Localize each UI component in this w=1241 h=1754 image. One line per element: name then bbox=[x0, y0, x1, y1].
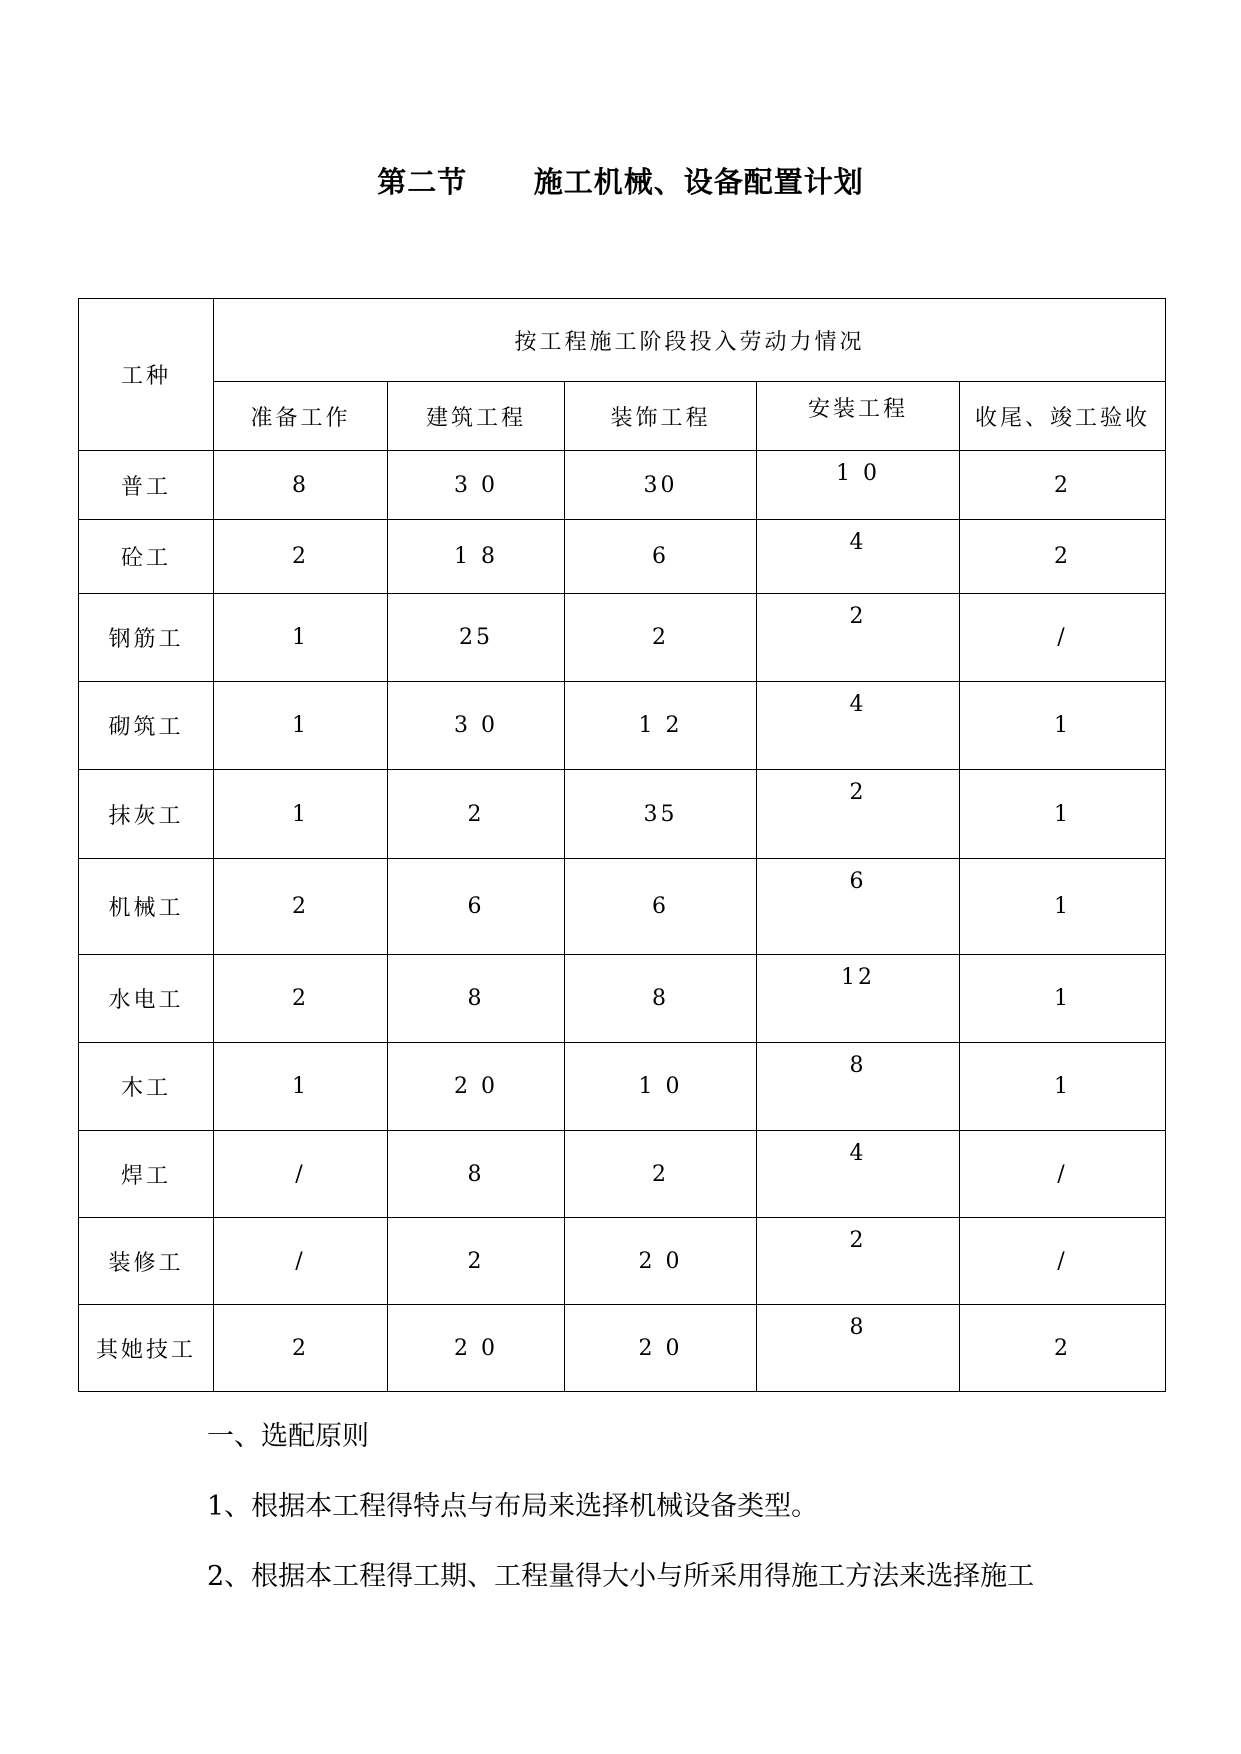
cell-installation bbox=[757, 451, 960, 520]
cell-decoration: 2 0 bbox=[565, 1218, 757, 1305]
cell-installation-value: 2 bbox=[849, 604, 867, 629]
table-header-row bbox=[79, 299, 1166, 382]
table-row bbox=[79, 1043, 1166, 1131]
table-subheader-row bbox=[79, 382, 1166, 451]
table-row bbox=[79, 770, 1166, 859]
cell-installation-value: 2 bbox=[849, 780, 867, 805]
trade-cell: 水电工 bbox=[79, 955, 214, 1043]
cell-installation-value: 4 bbox=[849, 530, 867, 555]
cell-installation-value: 8 bbox=[849, 1315, 867, 1340]
trade-cell: 焊工 bbox=[79, 1131, 214, 1218]
cell-prep: 1 bbox=[214, 770, 388, 859]
section-heading: 一、选配原则 bbox=[207, 1421, 369, 1452]
trade-cell: 普工 bbox=[79, 451, 214, 520]
cell-completion: 2 bbox=[960, 520, 1166, 594]
cell-building: 2 bbox=[388, 1218, 565, 1305]
cell-installation bbox=[757, 1131, 960, 1218]
cell-building: 3 0 bbox=[388, 451, 565, 520]
table-row bbox=[79, 955, 1166, 1043]
table-row bbox=[79, 1305, 1166, 1392]
trade-cell: 木工 bbox=[79, 1043, 214, 1131]
trade-cell: 抹灰工 bbox=[79, 770, 214, 859]
cell-installation-value: 4 bbox=[849, 1141, 867, 1166]
cell-building: 25 bbox=[388, 594, 565, 682]
cell-installation-value: 4 bbox=[849, 692, 867, 717]
cell-completion: / bbox=[960, 1218, 1166, 1305]
cell-prep: 2 bbox=[214, 955, 388, 1043]
table-row bbox=[79, 682, 1166, 770]
cell-prep: 2 bbox=[214, 859, 388, 955]
cell-installation bbox=[757, 682, 960, 770]
cell-prep: / bbox=[214, 1131, 388, 1218]
cell-completion: 1 bbox=[960, 955, 1166, 1043]
cell-installation-value: 6 bbox=[849, 869, 867, 894]
cell-installation bbox=[757, 859, 960, 955]
cell-building: 8 bbox=[388, 955, 565, 1043]
cell-decoration: 2 bbox=[565, 1131, 757, 1218]
cell-installation-value: 1 0 bbox=[836, 461, 880, 486]
cell-decoration: 6 bbox=[565, 859, 757, 955]
cell-completion: 1 bbox=[960, 682, 1166, 770]
cell-decoration: 8 bbox=[565, 955, 757, 1043]
cell-installation bbox=[757, 1218, 960, 1305]
cell-installation bbox=[757, 955, 960, 1043]
cell-completion: 2 bbox=[960, 1305, 1166, 1392]
cell-completion: 1 bbox=[960, 770, 1166, 859]
cell-prep: 1 bbox=[214, 682, 388, 770]
cell-installation bbox=[757, 520, 960, 594]
cell-installation bbox=[757, 594, 960, 682]
cell-decoration: 30 bbox=[565, 451, 757, 520]
column-header-building: 建筑工程 bbox=[388, 382, 565, 451]
cell-installation bbox=[757, 1043, 960, 1131]
trade-cell: 钢筋工 bbox=[79, 594, 214, 682]
cell-decoration: 2 0 bbox=[565, 1305, 757, 1392]
trade-cell: 其她技工 bbox=[79, 1305, 214, 1392]
table-row bbox=[79, 1218, 1166, 1305]
cell-prep: 2 bbox=[214, 1305, 388, 1392]
section-item-2: 2、根据本工程得工期、工程量得大小与所采用得施工方法来选择施工 bbox=[207, 1561, 1035, 1592]
cell-installation-value: 2 bbox=[849, 1228, 867, 1253]
stage-group-header: 按工程施工阶段投入劳动力情况 bbox=[214, 299, 1166, 382]
cell-completion: 1 bbox=[960, 1043, 1166, 1131]
table-row bbox=[79, 1131, 1166, 1218]
trade-cell: 砌筑工 bbox=[79, 682, 214, 770]
table-row bbox=[79, 451, 1166, 520]
labor-table bbox=[78, 298, 1166, 1392]
cell-decoration: 1 2 bbox=[565, 682, 757, 770]
cell-decoration: 2 bbox=[565, 594, 757, 682]
table-row bbox=[79, 520, 1166, 594]
trade-cell: 机械工 bbox=[79, 859, 214, 955]
table-row bbox=[79, 594, 1166, 682]
cell-prep: 2 bbox=[214, 520, 388, 594]
column-header-installation bbox=[757, 382, 960, 451]
column-header-prep: 准备工作 bbox=[214, 382, 388, 451]
cell-prep: 1 bbox=[214, 1043, 388, 1131]
cell-installation bbox=[757, 1305, 960, 1392]
table-row bbox=[79, 859, 1166, 955]
column-header-completion: 收尾、竣工验收 bbox=[960, 382, 1166, 451]
cell-completion: / bbox=[960, 594, 1166, 682]
page-title: 第二节 施工机械、设备配置计划 bbox=[377, 165, 864, 199]
cell-completion: 2 bbox=[960, 451, 1166, 520]
trade-cell: 砼工 bbox=[79, 520, 214, 594]
cell-building: 2 bbox=[388, 770, 565, 859]
cell-building: 3 0 bbox=[388, 682, 565, 770]
cell-building: 2 0 bbox=[388, 1305, 565, 1392]
cell-completion: 1 bbox=[960, 859, 1166, 955]
cell-decoration: 1 0 bbox=[565, 1043, 757, 1131]
cell-installation-value: 12 bbox=[841, 965, 875, 990]
cell-building: 6 bbox=[388, 859, 565, 955]
cell-prep: 8 bbox=[214, 451, 388, 520]
trade-column-header: 工种 bbox=[79, 299, 214, 451]
column-header-decoration: 装饰工程 bbox=[565, 382, 757, 451]
cell-decoration: 35 bbox=[565, 770, 757, 859]
cell-building: 8 bbox=[388, 1131, 565, 1218]
cell-decoration: 6 bbox=[565, 520, 757, 594]
cell-installation-value: 8 bbox=[849, 1053, 867, 1078]
trade-cell: 装修工 bbox=[79, 1218, 214, 1305]
cell-building: 1 8 bbox=[388, 520, 565, 594]
column-header-installation-label: 安装工程 bbox=[807, 397, 908, 422]
cell-installation bbox=[757, 770, 960, 859]
cell-completion: / bbox=[960, 1131, 1166, 1218]
cell-prep: 1 bbox=[214, 594, 388, 682]
section-item-1: 1、根据本工程得特点与布局来选择机械设备类型。 bbox=[207, 1491, 819, 1522]
cell-prep: / bbox=[214, 1218, 388, 1305]
cell-building: 2 0 bbox=[388, 1043, 565, 1131]
